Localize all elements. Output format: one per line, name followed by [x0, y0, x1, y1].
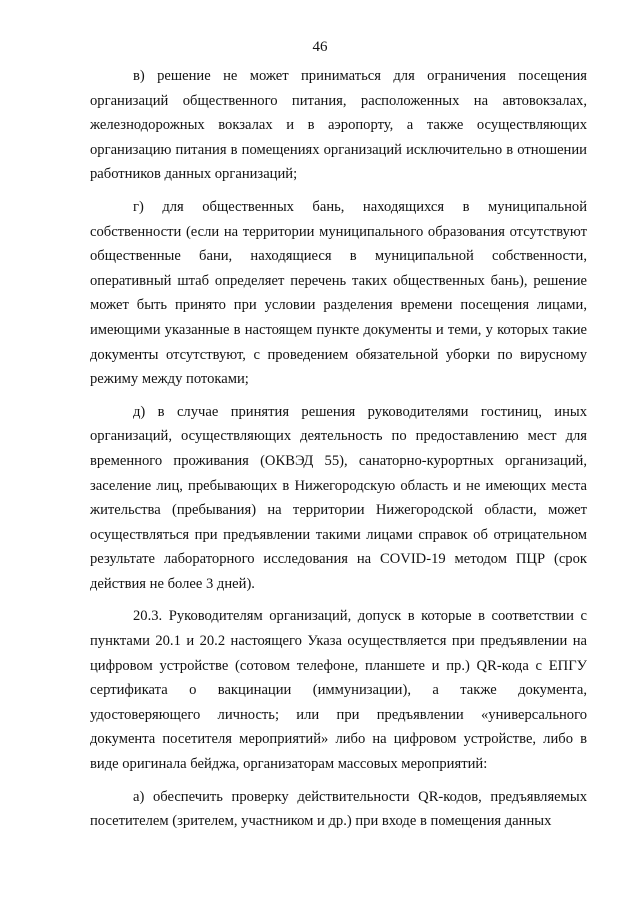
- paragraph-v: в) решение не может приниматься для ограничения посещения организаций общественного питания, расположенных на автовокзалах, железнодорожных вокзалах и в аэропорту, а также осуществляющих организацию питания в помещениях организаций исключительно в отношении работников данных организаций;: [90, 68, 587, 183]
- paragraph-d: д) в случае принятия решения руководителями гостиниц, иных организаций, осуществляющих деятельность по предоставлению мест для временного проживания (ОКВЭД 55), санаторно-курортных организаций, заселение лиц, пребывающих в Нижегородскую область и не имеющих места жительства (пребывания) на территории Нижегородской области, может осуществляться при предъявлении такими лицами справок об отрицательном результате лабораторного исследования на COVID-19 методом ПЦР (срок действия не более 3 дней).: [90, 403, 587, 592]
- paragraph-a: а) обеспечить проверку действительности QR-кодов, предъявляемых посетителем (зрителем, участником и др.) при входе в помещения данных: [90, 788, 587, 830]
- paragraph-20-3: 20.3. Руководителям организаций, допуск в которые в соответствии с пунктами 20.1 и 20.2 настоящего Указа осуществляется при предъявлении на цифровом устройстве (сотовом телефоне, планшете и пр.) QR-кода с ЕПГУ сертификата о вакцинации (иммунизации), а также документа, удостоверяющего личность; или при предъявлении «универсального документа посетителя мероприятий» либо на цифровом устройстве, либо в виде оригинала бейджа, организаторам массовых мероприятий:: [90, 608, 587, 773]
- document-body: [90, 64, 587, 834]
- page-number: 46: [312, 39, 328, 55]
- paragraph-g: г) для общественных бань, находящихся в муниципальной собственности (если на территории муниципального образования отсутствуют общественные бани, находящиеся в муниципальной собственности, оперативный штаб определяет перечень таких общественных бань), решение может быть принято при условии разделения времени посещения лицами, имеющими указанные в настоящем пункте документы и теми, у которых такие документы отсутствуют, с проведением обязательной уборки по вирусному режиму между потоками;: [90, 198, 587, 388]
